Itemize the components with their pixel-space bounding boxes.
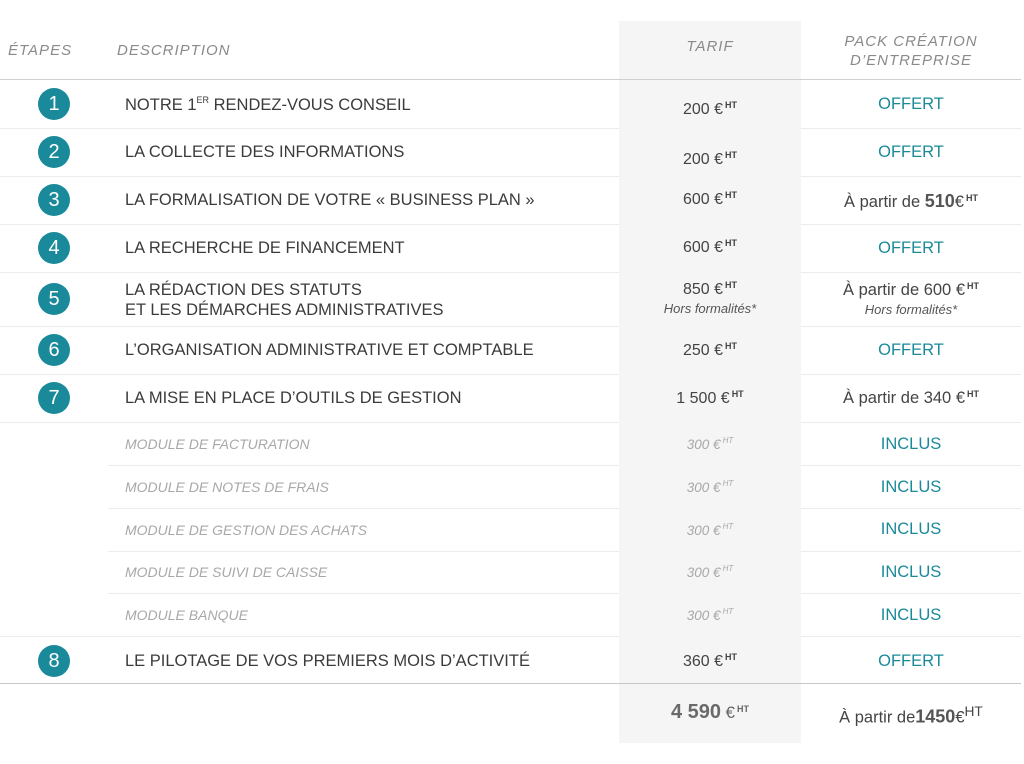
module-pack-value: INCLUS [880,563,942,581]
module-price: 300 € $^{HT}$ [686,436,734,452]
row-divider [801,551,1021,552]
step-price: 600 € $^{HT}$ [682,238,738,256]
total-divider [0,683,1021,684]
row-divider [0,176,619,177]
row-divider [108,551,619,552]
row-divider [801,272,1021,273]
step-pack-value: OFFERT [878,341,944,359]
module-description: MODULE DE NOTES DE FRAIS [125,479,329,495]
row-divider [801,593,1021,594]
row-divider [801,176,1021,177]
module-price: 300 € $^{HT}$ [686,479,734,495]
header-tarif: TARIF [686,38,734,55]
module-description: MODULE DE FACTURATION [125,436,310,452]
module-description: MODULE DE GESTION DES ACHATS [125,522,367,538]
module-pack-value: INCLUS [880,520,942,538]
step-description: LA MISE EN PLACE D’OUTILS DE GESTION [125,389,462,407]
step-pack-value: OFFERT [878,652,944,670]
module-pack-value: INCLUS [880,478,942,496]
step-price: 250 € $^{HT}$ [682,341,738,359]
step-price: 360 € $^{HT}$ [682,652,738,670]
row-divider [801,422,1021,423]
module-description: MODULE BANQUE [125,607,248,623]
row-divider [0,224,619,225]
row-divider [108,593,619,594]
row-divider [0,128,619,129]
step-number-badge: 7 [38,382,70,414]
step-pack-value: À partir de 600 € $^{HT}$ Hors formalités* [843,281,979,317]
row-divider [801,326,1021,327]
step-description: LE PILOTAGE DE VOS PREMIERS MOIS D’ACTIVITÉ [125,652,530,670]
row-divider [801,636,1021,637]
row-divider [0,636,619,637]
step-description: LA RÉDACTION DES STATUTS ET LES DÉMARCHES ADMINISTRATIVES [125,281,444,319]
row-divider [0,326,619,327]
step-description: LA FORMALISATION DE VOTRE « BUSINESS PLAN » [125,191,535,209]
step-number-badge: 4 [38,232,70,264]
step-price: 1 500 € $^{HT}$ [676,389,744,407]
step-price: 200 € $^{HT}$ [682,150,738,168]
row-divider [801,224,1021,225]
header-description: DESCRIPTION [117,42,231,59]
step-number-badge: 2 [38,136,70,168]
step-pack-value: OFFERT [878,95,944,113]
step-price: 600 € $^{HT}$ [682,190,738,208]
row-divider [0,272,619,273]
module-description: MODULE DE SUIVI DE CAISSE [125,564,328,580]
row-divider [801,128,1021,129]
step-number-badge: 6 [38,334,70,366]
header-etapes: ÉTAPES [8,42,73,59]
step-description: NOTRE 1ER RENDEZ-VOUS CONSEIL [125,95,411,114]
header-divider [0,79,1021,80]
step-pack-value: À partir de 340 € $^{HT}$ [843,389,979,407]
step-pack-value: À partir de 510€ $^{HT}$ [844,191,978,211]
module-pack-value: INCLUS [880,435,942,453]
step-number-badge: 3 [38,184,70,216]
row-divider [108,465,619,466]
step-number-badge: 5 [38,283,70,315]
row-divider [801,374,1021,375]
header-pack [801,32,1021,70]
module-price: 300 € $^{HT}$ [686,522,734,538]
tarif-column-background [619,21,801,743]
row-divider [0,422,619,423]
module-price: 300 € $^{HT}$ [686,564,734,580]
row-divider [0,374,619,375]
step-number-badge: 8 [38,645,70,677]
total-pack: À partir de1450€$^{HT}$ [839,704,983,727]
row-divider [801,465,1021,466]
step-description: L’ORGANISATION ADMINISTRATIVE ET COMPTABLE [125,341,534,359]
step-pack-value: OFFERT [878,143,944,161]
header-pack-line2: D’ENTREPRISE [849,52,973,69]
module-pack-value: INCLUS [880,606,942,624]
total-tarif: 4 590 € $^{HT}$ [671,701,749,723]
row-divider [801,508,1021,509]
row-divider [108,508,619,509]
step-pack-value: OFFERT [878,239,944,257]
header-pack-line1: PACK CRÉATION [844,33,978,50]
step-number-badge: 1 [38,88,70,120]
module-price: 300 € $^{HT}$ [686,607,734,623]
step-price: 200 € $^{HT}$ [682,100,738,118]
step-price: 850 € $^{HT}$ Hors formalités* [663,280,757,316]
step-description: LA RECHERCHE DE FINANCEMENT [125,239,405,257]
step-description: LA COLLECTE DES INFORMATIONS [125,143,405,161]
